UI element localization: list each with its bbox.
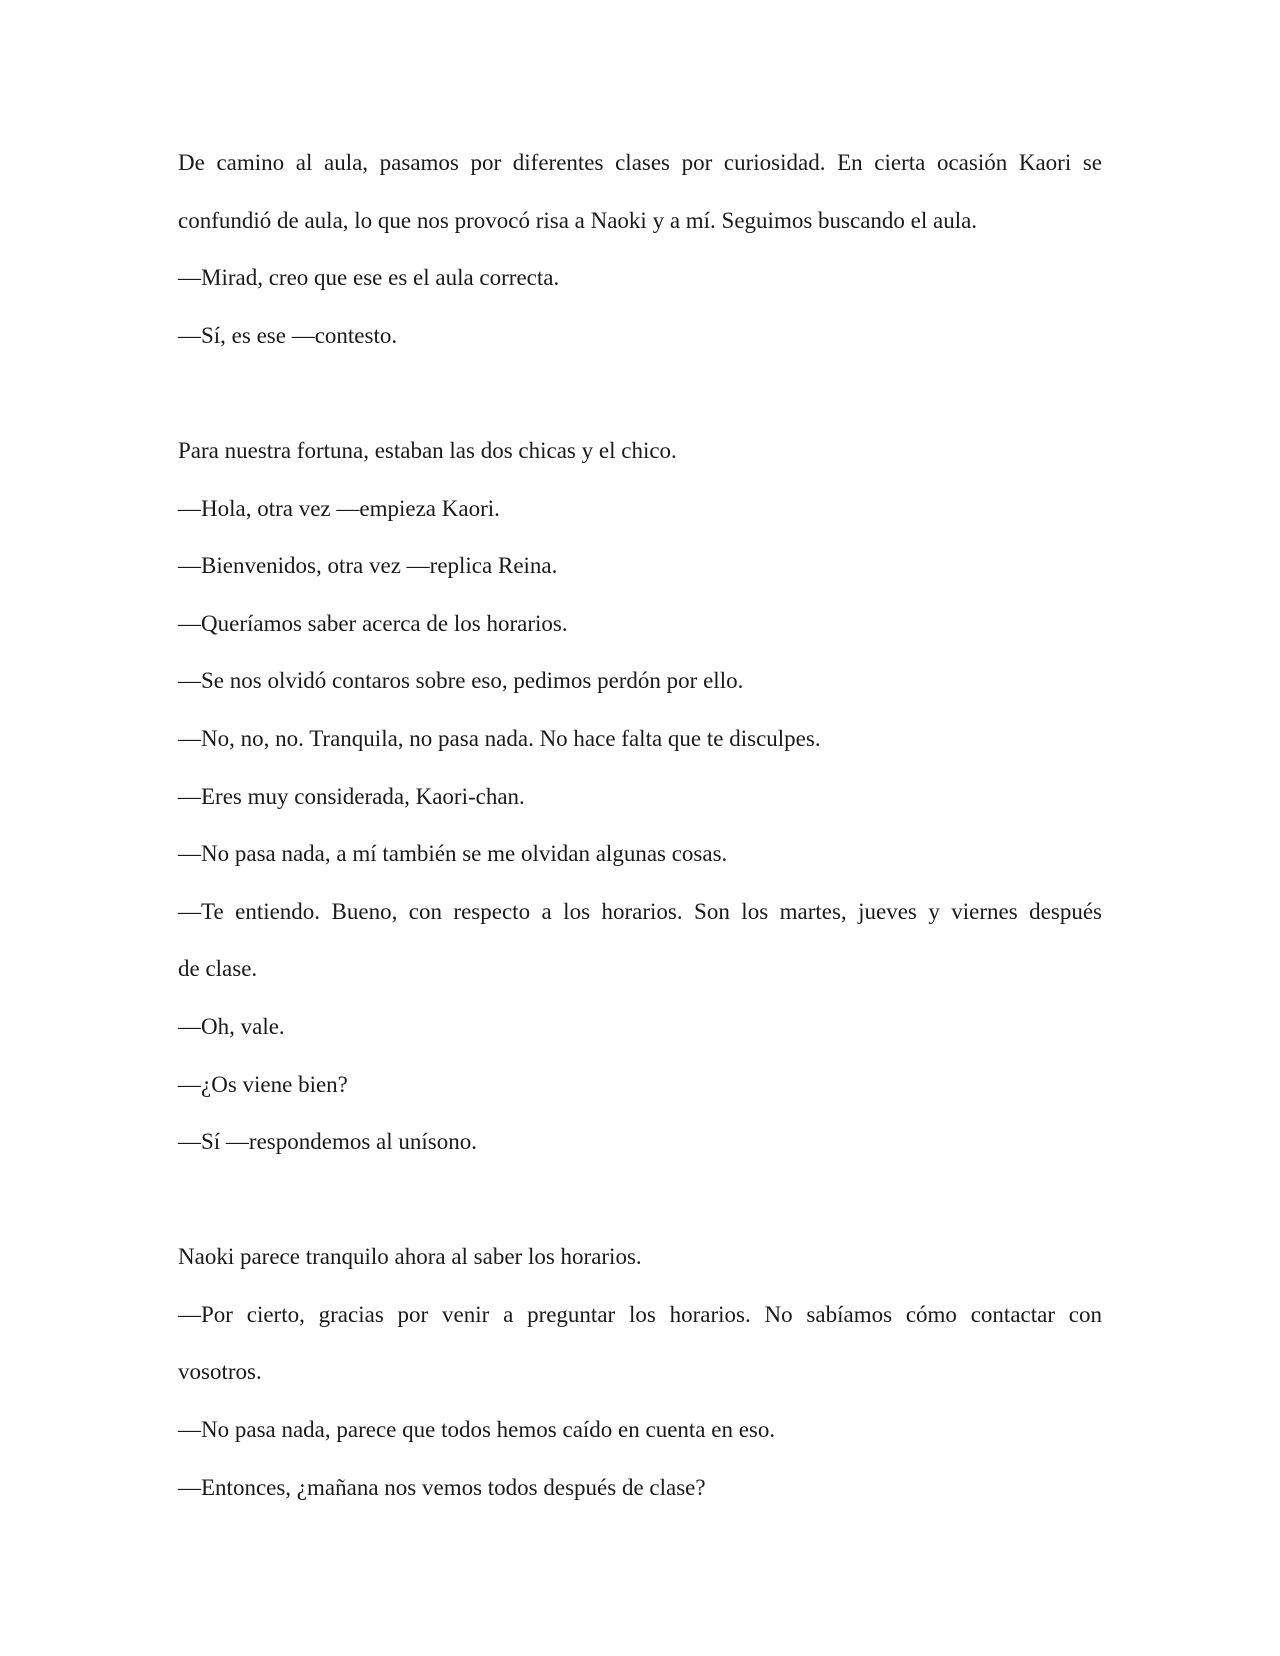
dialogue-line: —Mirad, creo que ese es el aula correcta. [178, 265, 560, 291]
paragraph-line: De camino al aula, pasamos por diferentes clases por curiosidad. En cierta ocasión Kaori se [178, 150, 1102, 175]
dialogue-line: —Sí —respondemos al unísono. [178, 1129, 477, 1155]
dialogue-line: —Te entiendo. Bueno, con respecto a los horarios. Son los martes, jueves y viernes después [178, 898, 1102, 924]
dialogue-line: —Entonces, ¿mañana nos vemos todos después de clase? [178, 1474, 706, 1500]
dialogue-line: de clase. [178, 956, 258, 982]
section-break [178, 1171, 1102, 1229]
dialogue-line: —Eres muy considerada, Kaori-chan. [178, 783, 525, 809]
dialogue-line: —No pasa nada, parece que todos hemos caído en cuenta en eso. [178, 1417, 776, 1443]
dialogue-line: —Bienvenidos, otra vez —replica Reina. [178, 553, 558, 579]
dialogue-line: —Hola, otra vez —empieza Kaori. [178, 495, 500, 521]
dialogue-line: —No pasa nada, a mí también se me olvidan algunas cosas. [178, 841, 728, 867]
paragraph-line: confundió de aula, lo que nos provocó risa a Naoki y a mí. Seguimos buscando el aula. [178, 207, 978, 233]
dialogue-line: —Sí, es ese —contesto. [178, 322, 398, 348]
section-break [178, 364, 1102, 422]
dialogue-line: vosotros. [178, 1359, 262, 1385]
dialogue-line: —Se nos olvidó contaros sobre eso, pedimos perdón por ello. [178, 668, 744, 694]
dialogue-line: —Por cierto, gracias por venir a preguntar los horarios. No sabíamos cómo contactar con [178, 1301, 1102, 1327]
dialogue-line: —¿Os viene bien? [178, 1071, 348, 1097]
document-body [178, 134, 1102, 1516]
dialogue-line: —Queríamos saber acerca de los horarios. [178, 610, 568, 636]
paragraph-line: Para nuestra fortuna, estaban las dos chicas y el chico. [178, 437, 677, 463]
dialogue-line: —Oh, vale. [178, 1013, 285, 1039]
dialogue-line: —No, no, no. Tranquila, no pasa nada. No hace falta que te disculpes. [178, 725, 821, 751]
paragraph-line: Naoki parece tranquilo ahora al saber los horarios. [178, 1244, 642, 1270]
